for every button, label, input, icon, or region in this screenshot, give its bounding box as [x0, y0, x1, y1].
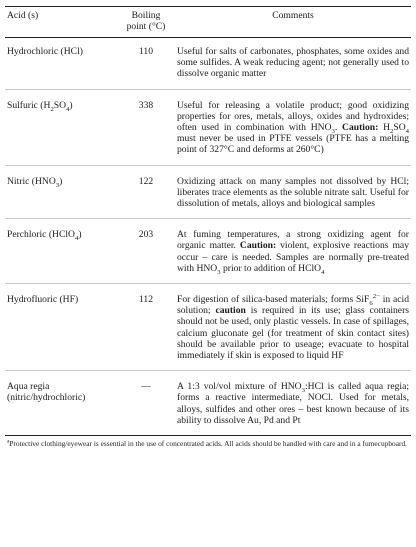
comments-cell: Oxidizing attack on many samples not dissolved by HCl; liberates trace elements as the soluble nitrate salt. Useful for dissolution of metals, alloys and biological samples — [177, 175, 409, 210]
caution-label: Caution: — [342, 122, 379, 134]
header-acid: Acid (s) — [7, 10, 39, 21]
acid-name: Perchloric (HClO$_4$) — [7, 229, 82, 243]
table-row — [5, 38, 411, 90]
table-footnote — [5, 439, 411, 448]
boiling-point: 110 — [138, 46, 154, 57]
comments-cell: Useful for salts of carbonates, phosphates, some oxides and some sulfides. A weak reducing agent; not generally used to dissolve organic matter — [177, 46, 409, 80]
header-boiling-point: Boiling point (°C) — [126, 10, 166, 32]
caution-label: Caution: — [239, 240, 277, 252]
table-row — [5, 284, 411, 371]
acid-name: Hydrochloric (HCl) — [7, 46, 83, 57]
caution-label: caution — [215, 305, 246, 317]
table-row — [5, 219, 411, 284]
comments-cell: Useful for releasing a volatile product; good oxidizing properties for ores, metals, alloys, oxides and hydroxides; often used in combination with $HNO_3$. Caution: $H_2SO_4$ must never be used in PTFE vessels (PTFE has a melting point of 327°C and deforms at 260°C) — [177, 99, 409, 156]
boiling-point: — — [141, 381, 151, 393]
comments-cell: For digestion of silica-based materials; forms SiF$_6^{2-}$ in acid solution; caution is required in its use; glass containers should not be used, only plastic vessels. In case of spillages, calcium gluconate gel (for treatment of skin contact sites) should be available prior to useage; evacuate to hospital immediately if skin is exposed to liquid HF — [177, 292, 409, 362]
header-comments: Comments — [272, 10, 314, 21]
boiling-point: 338 — [138, 99, 154, 111]
comments-cell: A 1:3 vol/vol mixture of $HNO_3:HCl$ is called aqua regia; forms a reactive intermediate, NOCl. Used for metals, alloys, sulfides and other ores – best known because of its ability to dissolve Au, Pd and Pt — [177, 381, 409, 426]
table-row — [5, 371, 411, 436]
boiling-point: 112 — [138, 294, 154, 306]
table-header — [5, 7, 411, 38]
table-row — [5, 165, 411, 219]
table-row — [5, 89, 411, 165]
acid-name: Hydrofluoric (HF) — [7, 294, 79, 306]
acid-name: Sulfuric $(H_2SO_4)$ — [7, 99, 73, 113]
boiling-point: 203 — [138, 229, 154, 241]
acid-name: Nitric $(HNO_3)$ — [7, 175, 63, 189]
boiling-point: 122 — [138, 175, 154, 187]
acid-name: Aqua regia (nitric/hydrochloric) — [7, 381, 86, 404]
footnote-text: Protective clothing/eyewear is essential in the use of concentrated acids. All acids should be handled with care and in a fumecupboard. — [9, 439, 408, 449]
acids-table — [5, 6, 411, 436]
comments-cell: At fuming temperatures, a strong oxidizing agent for organic matter. Caution: violent, explosive reactions may occur – care is needed. Samples are normally pre-treated with $HNO_3$ prior to addition of HClO$_4$ — [177, 229, 409, 276]
footnote-mark: a — [7, 438, 10, 445]
